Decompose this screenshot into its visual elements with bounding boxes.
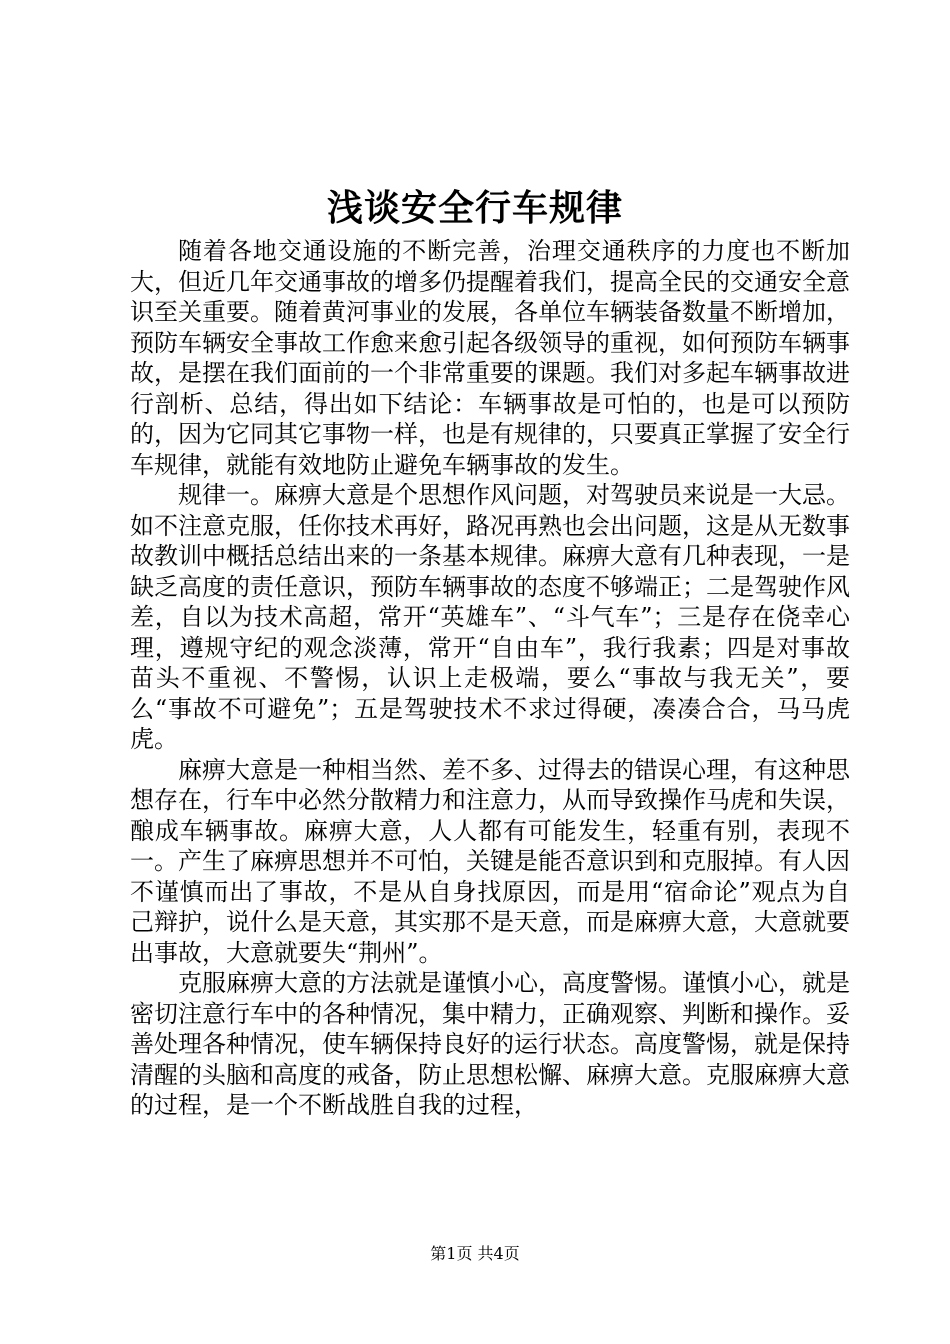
paragraph-intro: 随着各地交通设施的不断完善，治理交通秩序的力度也不断加大，但近几年交通事故的增多仍提醒着我们，提高全民的交通安全意识至关重要。随着黄河事业的发展，各单位车辆装备数量不断增加，预防车辆安全事故工作愈来愈引起各级领导的重视，如何预防车辆事故，是摆在我们面前的一个非常重要的课题。我们对多起车辆事故进行剖析、总结，得出如下结论：车辆事故是可怕的，也是可以预防的，因为它同其它事物一样，也是有规律的，只要真正掌握了安全行车规律，就能有效地防止避免车辆事故的发生。 (130, 237, 850, 479)
paragraph-rule-one: 规律一。麻痹大意是个思想作风问题，对驾驶员来说是一大忌。如不注意克服，任你技术再好，路况再熟也会出问题，这是从无数事故教训中概括总结出来的一条基本规律。麻痹大意有几种表现，一是缺乏高度的责任意识，预防车辆事故的态度不够端正；二是驾驶作风差，自以为技术高超，常开“英雄车”、“斗气车”；三是存在侥幸心理，遵规守纪的观念淡薄，常开“自由车”，我行我素；四是对事故苗头不重视、不警惕，认识上走极端，要么“事故与我无关”，要么“事故不可避免”；五是驾驶技术不求过得硬，凑凑合合，马马虎虎。 (130, 481, 850, 753)
page-number-footer: 第1页 共4页 (430, 1244, 520, 1263)
paragraph-carelessness: 麻痹大意是一种相当然、差不多、过得去的错误心理，有这种思想存在，行车中必然分散精力和注意力，从而导致操作马虎和失误，酿成车辆事故。麻痹大意，人人都有可能发生，轻重有别，表现不一。产生了麻痹思想并不可怕，关键是能否意识到和克服掉。有人因不谨慎而出了事故，不是从自身找原因，而是用“宿命论”观点为自己辩护，说什么是天意，其实那不是天意，而是麻痹大意，大意就要出事故，大意就要失“荆州”。 (130, 755, 850, 967)
page-title: 浅谈安全行车规律 (326, 187, 623, 229)
document-body (130, 236, 850, 1121)
paragraph-overcoming: 克服麻痹大意的方法就是谨慎小心，高度警惕。谨慎小心，就是密切注意行车中的各种情况，集中精力，正确观察、判断和操作。妥善处理各种情况，使车辆保持良好的运行状态。高度警惕，就是保持清醒的头脑和高度的戒备，防止思想松懈、麻痹大意。克服麻痹大意的过程，是一个不断战胜自我的过程， (130, 969, 850, 1119)
